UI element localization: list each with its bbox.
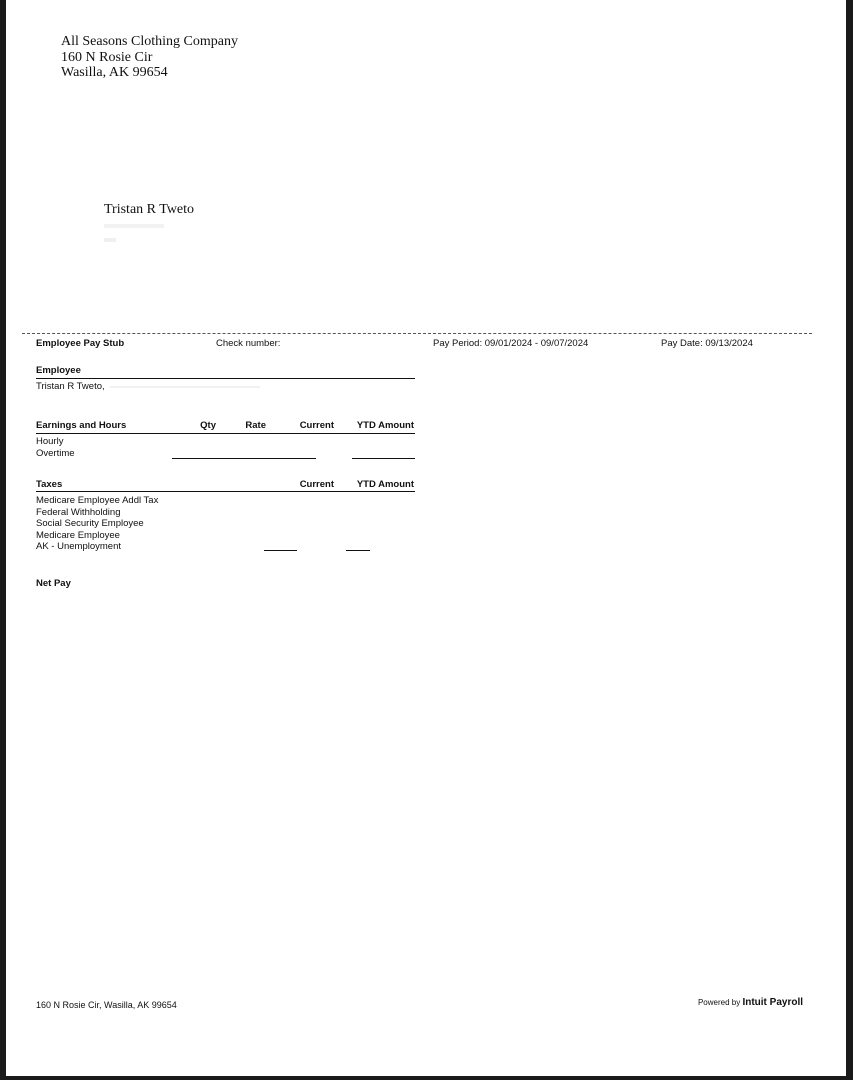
stub-title: Employee Pay Stub bbox=[36, 338, 125, 349]
tax-row-federal-withholding: Federal Withholding bbox=[36, 506, 121, 518]
redacted-address-line bbox=[104, 224, 164, 228]
company-address-block bbox=[61, 34, 238, 81]
pay-stub-page bbox=[6, 0, 846, 1076]
taxes-col-ytd: YTD Amount bbox=[356, 479, 414, 490]
taxes-col-current: Current bbox=[299, 479, 334, 490]
tax-rows bbox=[36, 495, 158, 553]
earnings-row-hourly: Hourly bbox=[36, 436, 64, 447]
tax-row-medicare: Medicare Employee bbox=[36, 529, 120, 541]
perforation-line bbox=[22, 333, 812, 334]
earnings-rows bbox=[36, 436, 75, 459]
taxes-ytd-subtotal-rule bbox=[346, 550, 370, 551]
company-name: All Seasons Clothing Company bbox=[61, 34, 238, 49]
intuit-payroll-brand: Intuit Payroll bbox=[742, 997, 803, 1008]
company-address-line2: Wasilla, AK 99654 bbox=[61, 65, 168, 80]
earnings-subtotal-rule bbox=[172, 458, 316, 459]
powered-by bbox=[698, 997, 803, 1008]
earnings-rule bbox=[36, 433, 415, 434]
employee-line: Tristan R Tweto, bbox=[36, 381, 105, 392]
earnings-col-current: Current bbox=[299, 420, 334, 431]
tax-row-medicare-addl: Medicare Employee Addl Tax bbox=[36, 495, 159, 506]
earnings-row-overtime: Overtime bbox=[36, 447, 75, 459]
redacted-employee-details bbox=[110, 386, 260, 388]
employee-section-title: Employee bbox=[36, 365, 81, 376]
taxes-subtotal-rule bbox=[264, 550, 297, 551]
recipient-name: Tristan R Tweto bbox=[104, 202, 195, 217]
earnings-col-rate: Rate bbox=[245, 420, 266, 431]
earnings-col-qty: Qty bbox=[200, 420, 216, 431]
powered-by-label: Powered by bbox=[697, 998, 741, 1007]
check-number-label: Check number: bbox=[216, 338, 281, 349]
tax-row-social-security: Social Security Employee bbox=[36, 518, 144, 529]
pay-date: Pay Date: 09/13/2024 bbox=[661, 338, 753, 349]
tax-row-ak-unemployment: AK - Unemployment bbox=[36, 541, 122, 552]
footer-address: 160 N Rosie Cir, Wasilla, AK 99654 bbox=[36, 1000, 177, 1010]
taxes-section-title: Taxes bbox=[36, 479, 63, 490]
employee-rule bbox=[36, 378, 415, 379]
company-address-line1: 160 N Rosie Cir bbox=[61, 49, 153, 65]
earnings-col-ytd: YTD Amount bbox=[356, 420, 414, 431]
pay-period: Pay Period: 09/01/2024 - 09/07/2024 bbox=[433, 338, 589, 349]
earnings-ytd-subtotal-rule bbox=[352, 458, 415, 459]
taxes-rule bbox=[36, 491, 415, 492]
redacted-address-line bbox=[104, 238, 116, 242]
earnings-section-title: Earnings and Hours bbox=[36, 420, 127, 431]
net-pay-label: Net Pay bbox=[36, 578, 71, 589]
